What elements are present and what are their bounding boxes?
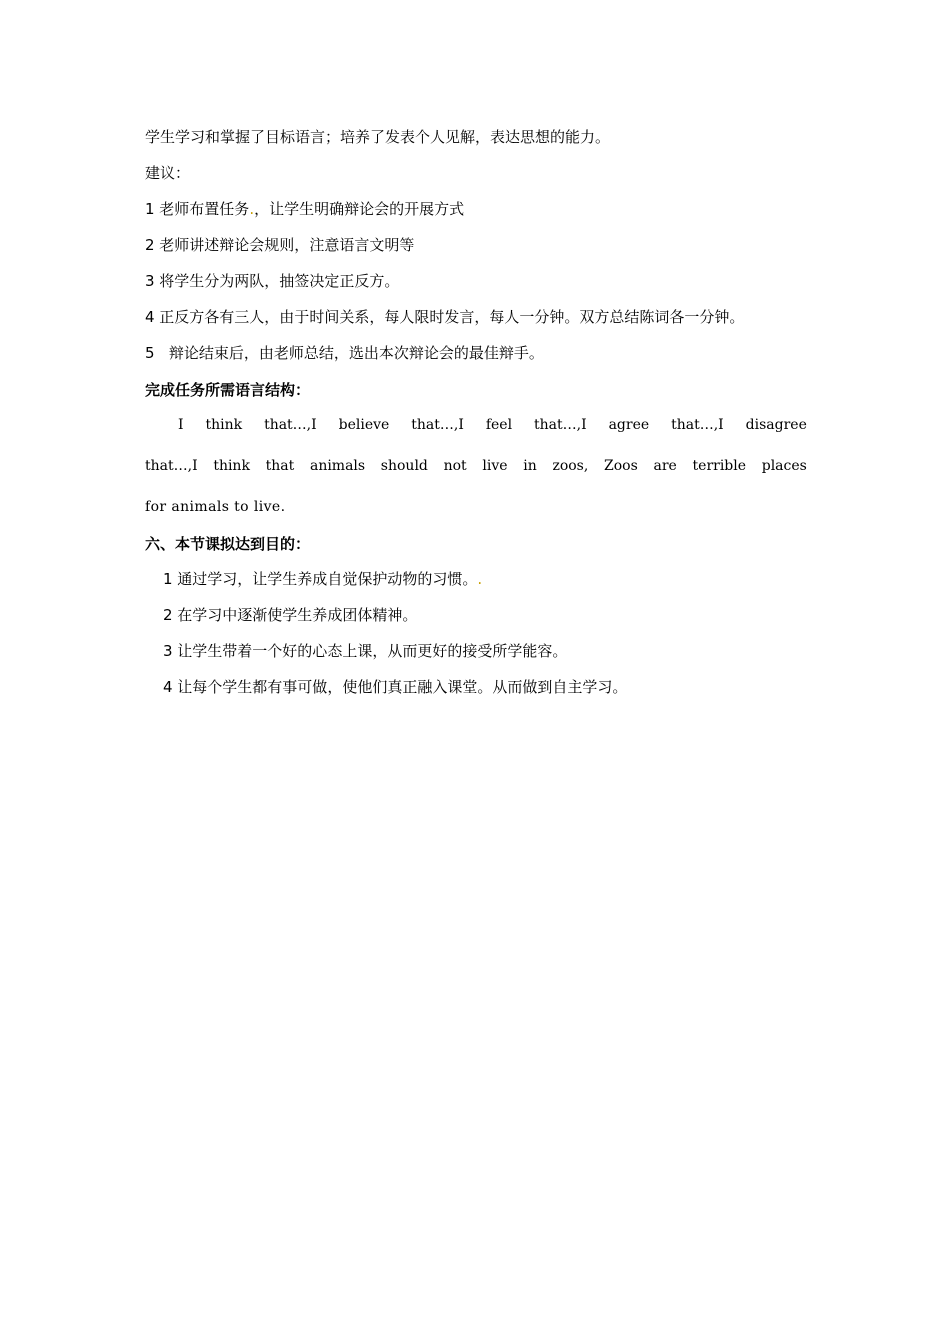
language-word: are [653,458,677,474]
language-word: in [523,458,537,474]
language-word: that…,I [145,458,198,474]
language-word: should [380,458,428,474]
suggestion-item-2: 2 老师讲述辩论会规则，注意语言文明等 [145,236,415,254]
language-word: zoos, [552,458,589,474]
goal-item-1 [163,569,482,589]
suggestion-item-5: 5 辩论结束后，由老师总结，选出本次辩论会的最佳辩手。 [145,344,544,362]
language-word: feel [485,417,513,433]
suggestion-item-1-text: 1 老师布置任务 [145,200,250,218]
language-word: animals [309,458,366,474]
language-word: places [761,458,807,474]
goal-item-1-mark: . [477,570,483,588]
language-word: that…,I [534,417,587,433]
language-word: believe [338,417,390,433]
suggestion-item-1-mark: . [249,200,255,218]
goal-item-1-text: 1 通过学习，让学生养成自觉保护动物的习惯。 [163,570,478,588]
suggestion-item-3: 3 将学生分为两队，抽签决定正反方。 [145,272,400,290]
language-word: that…,I [671,417,724,433]
goal-item-4: 4 让每个学生都有事可做，使他们真正融入课堂。从而做到自主学习。 [163,678,628,696]
language-line-3: for animals to live. [145,499,286,515]
language-word: live [482,458,508,474]
suggestion-item-1 [145,199,464,219]
language-word: that…,I [264,417,317,433]
language-word: terrible [692,458,747,474]
suggestions-heading: 建议： [145,164,191,182]
intro-line: 学生学习和掌握了目标语言；培养了发表个人见解，表达思想的能力。 [145,128,611,146]
language-word: agree [608,417,650,433]
language-heading: 完成任务所需语言结构： [145,381,311,399]
language-word: I [178,417,184,433]
language-word: Zoos [604,458,638,474]
goal-item-3: 3 让学生带着一个好的心态上课，从而更好的接受所学能容。 [163,642,568,660]
language-word: disagree [745,417,807,433]
language-word: not [443,458,467,474]
language-word: that…,I [411,417,464,433]
language-word: think [205,417,243,433]
language-line-1 [178,415,807,435]
suggestion-item-4: 4 正反方各有三人，由于时间关系，每人限时发言，每人一分钟。双方总结陈词各一分钟。 [145,308,745,326]
goals-heading: 六、本节课拟达到目的： [145,535,311,553]
goal-item-2: 2 在学习中逐渐使学生养成团体精神。 [163,606,418,624]
suggestion-item-1-rest: ，让学生明确辩论会的开展方式 [254,200,465,218]
language-line-2 [145,456,807,476]
language-word: that [265,458,295,474]
language-word: think [213,458,250,474]
